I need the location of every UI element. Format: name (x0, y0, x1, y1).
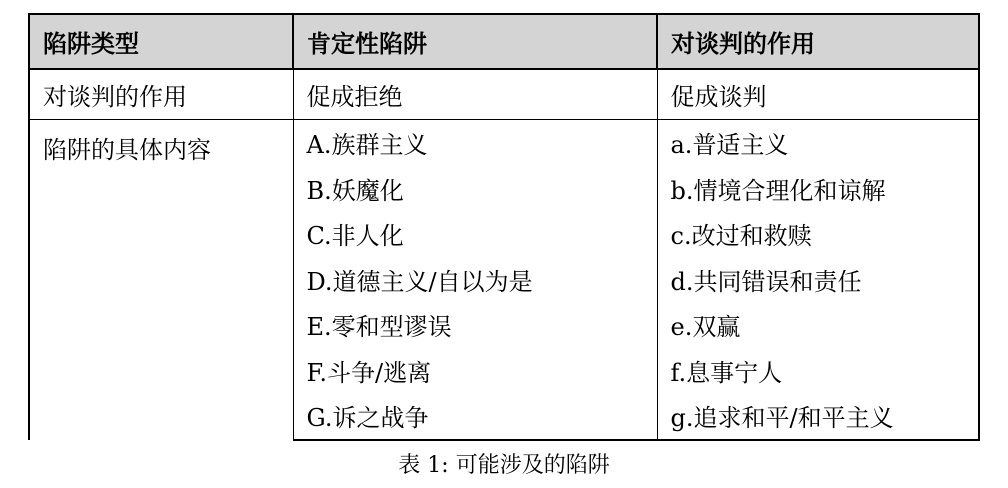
negative-trap-item: D.道德主义/自以为是 (293, 257, 657, 303)
role-row (29, 69, 979, 120)
positive-trap-item: d.共同错误和责任 (657, 257, 979, 303)
negative-trap-item: B.妖魔化 (293, 166, 657, 212)
positive-trap-item: g.追求和平/和平主义 (657, 393, 979, 440)
negative-trap-item: C.非人化 (293, 211, 657, 257)
role-positive: 促成谈判 (657, 69, 979, 120)
role-negative: 促成拒绝 (293, 69, 657, 120)
role-label: 对谈判的作用 (29, 69, 293, 120)
positive-trap-item: f.息事宁人 (657, 348, 979, 394)
negative-trap-item: A.族群主义 (293, 120, 657, 166)
positive-trap-item: c.改过和救赎 (657, 211, 979, 257)
traps-table (28, 13, 980, 441)
table-row (29, 120, 979, 166)
traps-table-container (28, 13, 978, 441)
negative-trap-item: G.诉之战争 (293, 393, 657, 440)
positive-trap-item: a.普适主义 (657, 120, 979, 166)
positive-trap-item: e.双赢 (657, 302, 979, 348)
negative-trap-item: E.零和型谬误 (293, 302, 657, 348)
content-label: 陷阱的具体内容 (29, 120, 293, 440)
header-trap-type: 陷阱类型 (29, 14, 293, 69)
negative-trap-item: F.斗争/逃离 (293, 348, 657, 394)
header-negative-trap: 肯定性陷阱 (293, 14, 657, 69)
table-caption: 表 1: 可能涉及的陷阱 (398, 453, 610, 478)
positive-trap-item: b.情境合理化和谅解 (657, 166, 979, 212)
header-positive-trap: 对谈判的作用 (657, 14, 979, 69)
table-header-row (29, 14, 979, 69)
